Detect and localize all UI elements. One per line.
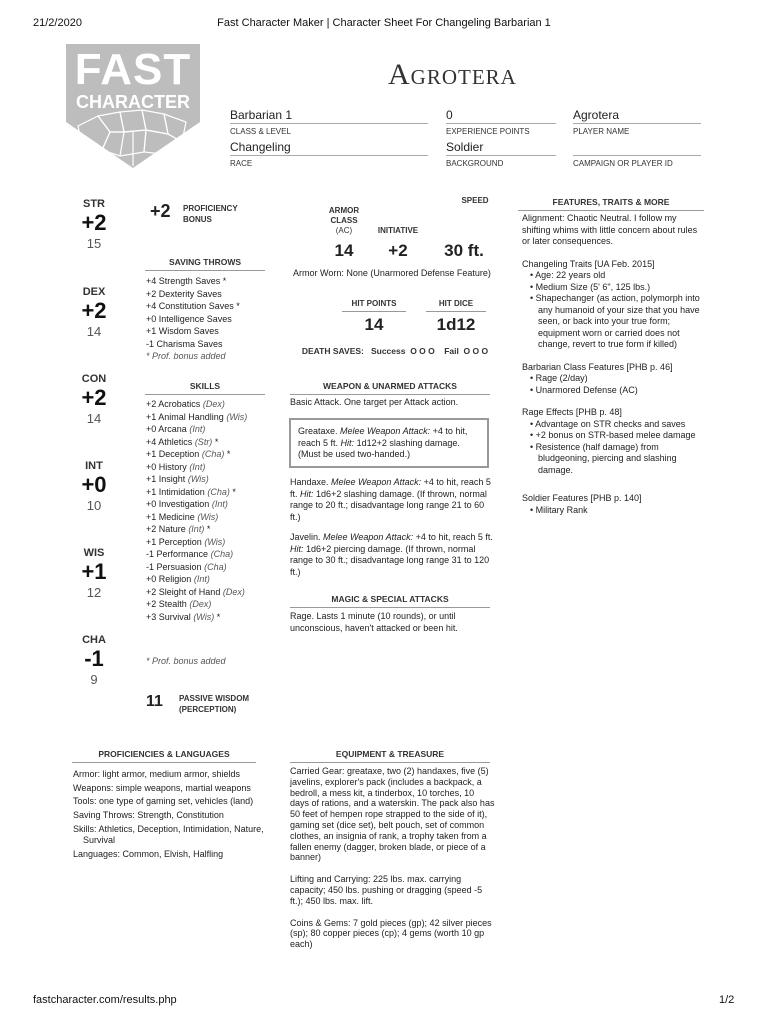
save-wis: +1 Wisdom Saves [146,326,219,336]
initiative-value: +2 [388,241,408,260]
features-title: FEATURES, TRAITS & MORE [518,197,704,211]
changeling-traits-list [522,270,706,351]
list-item: Skills: Athletics, Deception, Intimidation, Nature, Survival [73,823,264,846]
alignment: Alignment: Chaotic Neutral. I follow my shifting whims with little concern about rules or later consequences. [522,213,698,246]
skills-list [146,398,286,623]
xp-label: EXPERIENCE POINTS [446,127,530,136]
background-label: BACKGROUND [446,159,504,168]
list-item: Saving Throws: Strength, Constitution [73,810,224,821]
ac-value: 14 [334,241,354,260]
saving-throws-title: SAVING THROWS [145,257,265,271]
cha-score: 9 [90,672,98,687]
dex-score: 14 [86,324,102,339]
list-item: • Unarmored Defense (AC) [522,385,706,397]
speed-value: 30 ft. [444,241,484,260]
wis-mod: +1 [81,559,107,584]
passive-wisdom-value: 11 [146,693,163,710]
con-label: CON [81,373,107,385]
attacks-title: WEAPON & UNARMED ATTACKS [290,381,490,395]
speed-label: SPEED [461,196,489,205]
skill-row: +4 Athletics (Str) * [146,436,219,447]
proficiencies-list [73,769,273,860]
fast-character-logo [64,42,202,170]
skill-row: +1 Deception (Cha) * [146,449,231,459]
player-name-value: Agrotera [573,108,701,124]
saving-throws-list [146,275,276,363]
death-saves: DEATH SAVES: Success O O O Fail O O O [301,346,489,356]
dex-label: DEX [82,286,106,298]
skill-row: +2 Nature (Int) * [146,524,211,534]
con-mod: +2 [81,385,107,410]
ac-label: ARMOR CLASS (AC) [328,206,360,235]
wis-label: WIS [83,547,105,559]
race-label: RACE [230,159,253,168]
wis-score: 12 [86,585,102,600]
list-item: • Shapechanger (as action, polymorph into any humanoid of your size that you have seen, or back into your true form; equipment worn or carried does not change, revert to true form if killed) [522,293,706,351]
equipment-block [290,766,495,950]
skill-row: +1 Animal Handling (Wis) [146,411,248,422]
list-item: Weapons: simple weapons, martial weapons [73,782,251,793]
skill-row: +1 Insight (Wis) [146,474,209,484]
class-level-value: Barbarian 1 [230,108,428,124]
int-label: INT [85,460,103,472]
list-item: • Medium Size (5' 6", 125 lbs.) [522,282,706,294]
skill-row: +1 Medicine (Wis) [146,511,219,522]
player-name-label: PLAYER NAME [573,127,630,136]
print-title: Fast Character Maker | Character Sheet For Changeling Barbarian 1 [217,17,551,29]
list-item: • Resistence (half damage) from bludgeoning, piercing and slashing damage. [522,442,706,477]
skill-row: -1 Performance (Cha) [146,549,234,559]
print-footer-url: fastcharacter.com/results.php [33,994,177,1006]
logo-character: CHARACTER [76,92,190,112]
hit-dice-value: 1d12 [436,315,476,334]
print-date: 21/2/2020 [33,17,82,29]
ability-dex [69,286,119,339]
skill-row: +0 Religion (Int) [146,574,210,584]
magic-title: MAGIC & SPECIAL ATTACKS [290,594,490,608]
skill-row: -1 Persuasion (Cha) [146,561,227,572]
skill-row: +2 Acrobatics (Dex) [146,399,225,409]
str-mod: +2 [81,210,107,235]
int-mod: +0 [81,472,107,497]
list-item: • Rage (2/day) [522,373,706,385]
soldier-features-list [522,505,706,517]
ability-str [69,198,119,251]
passive-wisdom-label: PASSIVE WISDOM (PERCEPTION) [179,694,250,714]
skill-row: +0 Investigation (Int) [146,499,228,509]
dex-mod: +2 [81,298,107,323]
javelin-attack: Javelin. Melee Weapon Attack: +4 to hit, reach 5 ft. Hit: 1d6+2 piercing damage. (If thrown, normal range to 30 ft.; disadvantage long range 31 to 120 ft.) [290,532,493,577]
handaxe-attack: Handaxe. Melee Weapon Attack: +4 to hit, reach 5 ft. Hit: 1d6+2 slashing damage. (If thrown, normal range to 20 ft.; disadvantage long range 21 to 60 ft.) [290,477,491,522]
saves-note: * Prof. bonus added [146,351,226,361]
save-str: +4 Strength Saves * [146,276,227,286]
logo-fast: FAST [74,45,192,94]
print-footer-page: 1/2 [719,994,735,1006]
ability-int [69,460,119,513]
list-item: • Advantage on STR checks and saves [522,419,706,431]
initiative-label: INITIATIVE [377,226,419,235]
equipment-title: EQUIPMENT & TREASURE [290,749,490,763]
con-score: 14 [86,411,102,426]
changeling-traits-title: Changeling Traits [UA Feb. 2015] [522,258,655,269]
proficiency-bonus-value: +2 [150,201,171,221]
list-item: • Military Rank [522,505,706,517]
campaign-label: CAMPAIGN OR PLAYER ID [573,159,673,168]
skill-row: +1 Intimidation (Cha) * [146,486,236,497]
rage-ability: Rage. Lasts 1 minute (10 rounds), or until unconscious, haven't attacked or been hit. [290,611,458,633]
skill-row: +0 Arcana (Int) [146,424,206,434]
class-level-label: CLASS & LEVEL [230,127,291,136]
lifting-carrying: Lifting and Carrying: 225 lbs. max. carrying capacity; 450 lbs. pushing or dragging (speed -5 ft.); 450 lbs. max. lift. [290,874,483,906]
cha-label: CHA [82,634,106,646]
features-block [522,213,706,516]
str-score: 15 [86,236,102,251]
barbarian-features-title: Barbarian Class Features [PHB p. 46] [522,361,673,372]
basic-attack: Basic Attack. One target per Attack action. [290,397,459,407]
rage-effects-title: Rage Effects [PHB p. 48] [522,407,622,417]
skill-row: +2 Stealth (Dex) [146,599,212,609]
campaign-value [573,140,701,156]
list-item: Armor: light armor, medium armor, shields [73,769,241,779]
skill-row: +2 Sleight of Hand (Dex) [146,586,245,597]
cha-mod: -1 [84,646,104,671]
int-score: 10 [86,498,102,513]
list-item: • Age: 22 years old [522,270,706,282]
rage-effects-list [522,419,706,477]
background-value: Soldier [446,140,556,156]
list-item: • +2 bonus on STR-based melee damage [522,430,706,442]
ability-con [69,373,119,426]
save-int: +0 Intelligence Saves [146,313,232,324]
skill-row: +0 History (Int) [146,461,206,472]
save-con: +4 Constitution Saves * [146,301,240,311]
race-value: Changeling [230,140,428,156]
list-item: Tools: one type of gaming set, vehicles (land) [73,796,254,807]
carried-gear: Carried Gear: greataxe, two (2) handaxes, five (5) javelins, explorer's pack (includes a backpack, a bedroll, a mess kit, a tinderbox, 10 torches, 10 days of rations, and a waterskin. The pack also has 50 feet of hempen rope strapped to the side of it), gaming set (dice set), belt pouch, set of common clothes, an insignia of rank, a trophy taken from a fallen enemy (dagger, broken blade, or piece of a banner) [290,766,495,863]
armor-worn: Armor Worn: None (Unarmored Defense Feature) [293,268,491,278]
hp-label: HIT POINTS [342,299,406,312]
hp-value: 14 [364,315,384,334]
ability-cha [69,634,119,687]
proficiency-bonus-label: PROFICIENCY BONUS [183,204,238,224]
hit-dice-label: HIT DICE [426,299,486,312]
skills-note: * Prof. bonus added [146,656,226,666]
skill-row: +3 Survival (Wis) * [146,611,221,622]
character-name: Agrotera [388,58,517,91]
list-item: Languages: Common, Elvish, Halfling [73,848,224,859]
coins-gems: Coins & Gems: 7 gold pieces (gp); 42 silver pieces (sp); 80 copper pieces (cp); 4 gems (worth 10 gp each) [290,917,492,950]
proficiencies-title: PROFICIENCIES & LANGUAGES [72,749,256,763]
ability-wis [69,547,119,600]
skill-row: +1 Perception (Wis) [146,536,226,547]
greataxe-attack: Greataxe. Melee Weapon Attack: +4 to hit, reach 5 ft. Hit: 1d12+2 slashing damage. (Must be used two-handed.) [289,418,489,468]
soldier-features-title: Soldier Features [PHB p. 140] [522,493,642,503]
barbarian-features-list [522,373,706,396]
xp-value: 0 [446,108,556,124]
skills-title: SKILLS [145,381,265,395]
save-cha: -1 Charisma Saves [146,338,223,349]
save-dex: +2 Dexterity Saves [146,288,222,299]
str-label: STR [83,198,105,210]
